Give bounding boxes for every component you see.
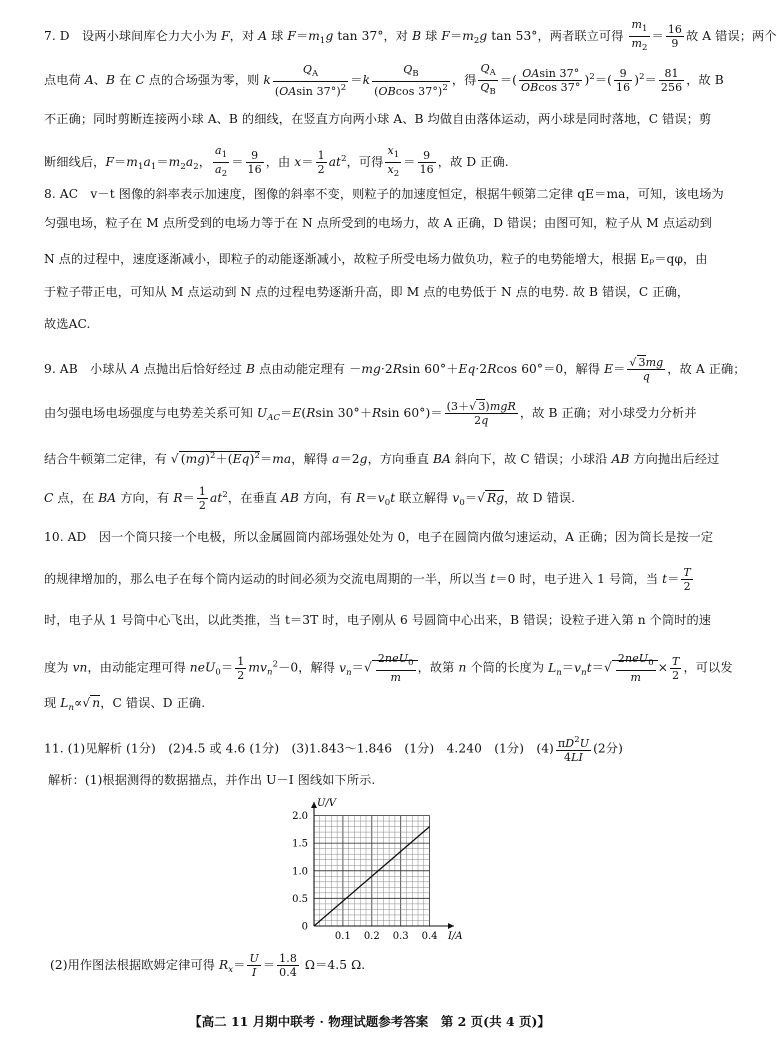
y-tick-label: 1.5 xyxy=(292,838,308,850)
q7-line-2: 点电荷 A、B 在 C 点的合场强为零，则 k $\frac{Q_A}{(OAsin 37^\circ)^2}$ ＝k $\frac{Q_B}{(OBcos 37^\circ)^2}$ ，得 $\frac{Q_A}{Q_B}$ ＝( $\frac{OAsin 37^\circ}{OBcos 37^\circ}$ )$^2$＝( $\frac{9}{16}$ )$^2$＝ $\frac{81}{256}$ ，故 B xyxy=(44,62,724,98)
y-tick-label: 1.0 xyxy=(292,866,308,878)
q7-line-1: 7. D 设两小球间库仑力大小为 F，对 A 球 $F=m_1g$ tan 37°，对 B 球 $F=m_2g$ tan 53°，两者联立可得 $\frac{m_1}{m_2}$ ＝ $\frac{16}{9}$ 故 A 错误；两个 xyxy=(44,18,777,53)
page-footer: 【高二 11 月期中联考 · 物理试题参考答案 第 2 页(共 4 页)】 xyxy=(189,1014,550,1029)
q11-line-3: (2)用作图法根据欧姆定律可得 $R_x=$ $\frac{U}{I}$ ＝ $\frac{1.8}{0.4}$ Ω＝4.5 Ω. xyxy=(50,952,366,979)
q11-line-2: 解析：(1)根据测得的数据描点，并作出 U－I 图线如下所示. xyxy=(48,773,376,787)
q9-line-1: 9. AB 小球从 A 点抛出后恰好经过 B 点由动能定理有 －mg·2Rsin 60°＋Eq·2Rcos 60°＝0，解得 E＝ $\frac{√ 3mg}{q}$ ，故 A 正确； xyxy=(44,356,746,383)
y-axis-label: U/V xyxy=(317,798,337,809)
q10-line-2: 的规律增加的，那么电子在每个筒内运动的时间必须为交流电周期的一半，所以当 t＝0 时，电子进入 1 号筒，当 t＝ $\frac{T}{2}$ xyxy=(44,566,691,593)
x-tick-label: 0.1 xyxy=(334,931,351,942)
y-tick-label: 0.5 xyxy=(292,893,308,905)
q10-line-5: 现 $L_n\propto√$ n，C 错误、D 正确. xyxy=(44,696,206,713)
y-tick-label: 2.0 xyxy=(292,811,308,823)
x-tick-label: 0.2 xyxy=(363,931,380,942)
chart-grid xyxy=(314,816,430,926)
q9-line-4: C 点，在 BA 方向，有 R＝ $\frac{1}{2}$ $at^2$，在垂直 AB 方向，有 $R=v_0t$ 联立解得 $v_0=√$ Rg，故 D 错误. xyxy=(44,485,576,512)
x-tick-label: 0.4 xyxy=(421,931,438,942)
q10-line-1: 10. AD 因一个筒只接一个电极，所以金属圆筒内部场强处处为 0，电子在圆筒内做匀速运动，A 正确；因为筒长是按一定 xyxy=(44,530,714,544)
q11-line-1: 11. (1)见解析 (1分) (2)4.5 或 4.6 (1分) (3)1.843～1.846 (1分) 4.240 (1分) (4) $\frac{\pi D^2U}{4LI}$ (2分) xyxy=(44,735,623,764)
x-tick-label: 0.3 xyxy=(392,931,409,942)
q10-line-3: 时，电子从 1 号筒中心飞出，以此类推，当 t＝3T 时，电子刚从 6 号圆筒中心出来，B 错误；设粒子进入第 n 个筒时的速 xyxy=(44,613,712,627)
x-axis-label: I/A xyxy=(448,931,463,942)
q8-line-1: 8. AC v－t 图像的斜率表示加速度，图像的斜率不变，则粒子的加速度恒定，根据牛顿第二定律 qE＝ma，可知，该电场为 xyxy=(44,187,724,201)
q10-line-4: 度为 vn，由动能定理可得 neU$_0$＝ $\frac{1}{2}$ $mv_n^2-0$，解得 $v_n=√$ $\frac{2neU_0}{m}$ ，故第 n 个筒的长度为 $L_n=v_nt=√$ $\frac{2neU_0}{m}$ × $\frac{T}{2}$ ，可以发 xyxy=(44,652,733,684)
x-axis-arrow xyxy=(448,923,454,929)
q7-line-4: 断细线后，$F=m_1a_1=m_2a_2$， $\frac{a_1}{a_2}$ ＝ $\frac{9}{16}$ ，由 x＝ $\frac{1}{2}$ $at^2$，可得 $\frac{x_1}{x_2}$ ＝ $\frac{9}{16}$ ，故 D 正确. xyxy=(44,144,509,179)
q9-line-2: 由匀强电场电场强度与电势差关系可知 $U_{AC}=E(Rsin$ 30°＋Rsin 60°)＝ $\frac{\text{(3＋√ 3)mgR}}{2q}$ ，故 B 正确；对小球受力分析并 xyxy=(44,400,697,427)
q9-line-3: 结合牛顿第二定律，有 √ $(mg)^2+(Eq)^2=ma$，解得 a＝2g，方向垂直 BA 斜向下，故 C 错误；小球沿 AB 方向抛出后经过 xyxy=(44,451,720,466)
q8-line-4: 于粒子带正电，可知从 M 点运动到 N 点的过程电势逐渐升高，即 M 点的电势低于 N 点的电势. 故 B 错误，C 正确， xyxy=(44,285,690,299)
u-i-chart xyxy=(280,798,463,946)
q8-line-5: 故选AC. xyxy=(44,317,91,331)
q8-line-3: N 点的过程中，速度逐渐减小，即粒子的动能逐渐减小，故粒子所受电场力做负功，粒子的电势能增大，根据 Eₚ＝qφ，由 xyxy=(44,252,708,266)
q7-line-3: 不正确；同时剪断连接两小球 A、B 的细线，在竖直方向两小球 A、B 均做自由落体运动，两小球是同时落地，C 错误；剪 xyxy=(44,112,712,126)
q8-line-2: 匀强电场，粒子在 M 点所受到的电场力等于在 N 点所受到的电场力，故 A 正确，D 错误；由图可知，粒子从 M 点运动到 xyxy=(44,216,712,230)
y-tick-label: 0 xyxy=(301,921,308,933)
